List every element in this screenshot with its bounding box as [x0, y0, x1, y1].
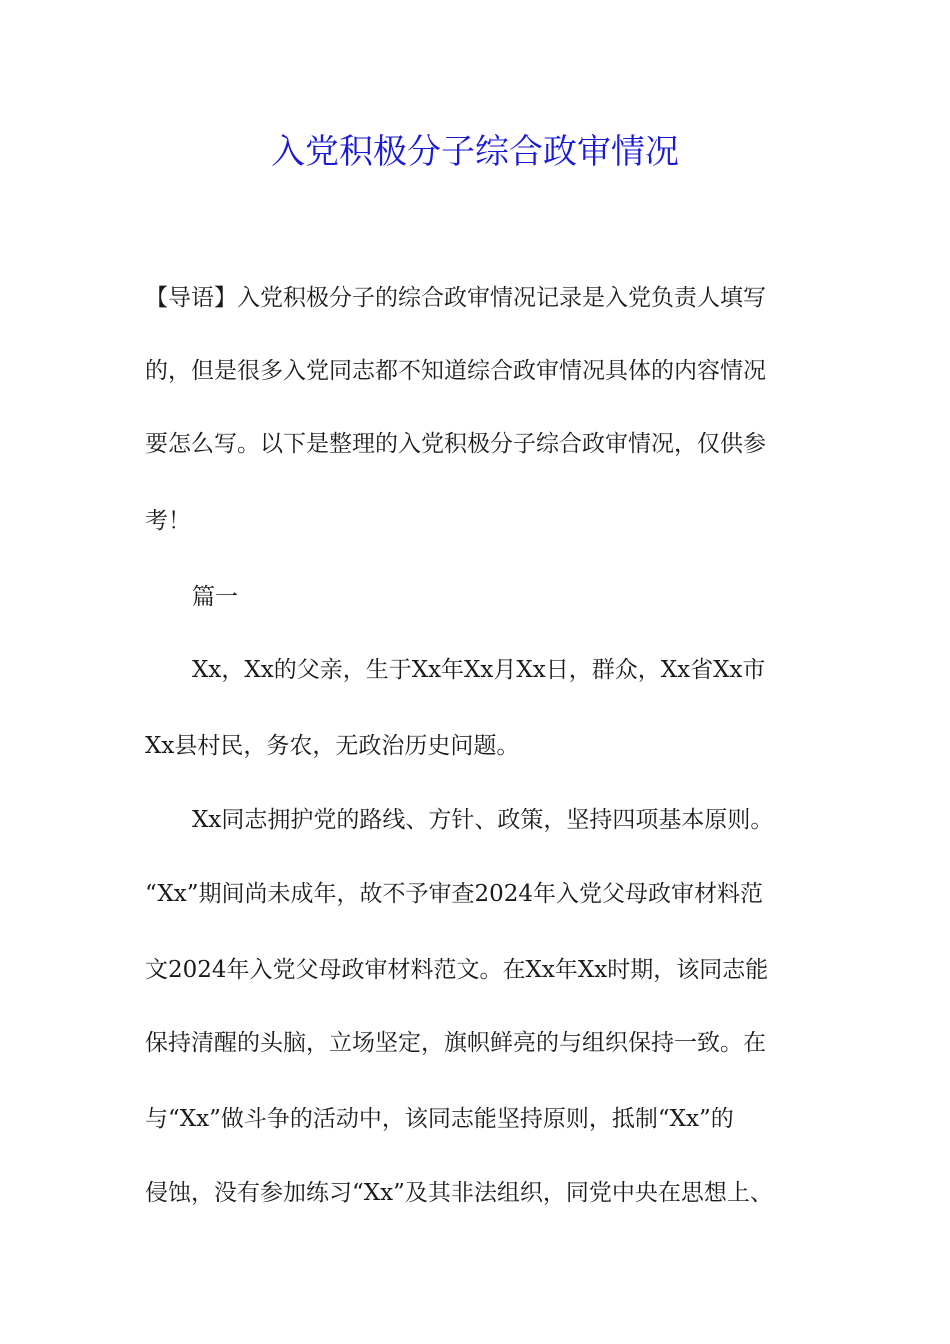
body-line-5: 文2024年入党父母政审材料范文。在Xx年Xx时期，该同志能	[145, 957, 769, 983]
section-heading: 篇一	[192, 584, 238, 610]
body-line-2: Xx县村民，务农，无政治历史问题。	[145, 733, 520, 759]
body-line-1: Xx，Xx的父亲，生于Xx年Xx月Xx日，群众，Xx省Xx市	[192, 657, 766, 683]
body-line-7: 与“Xx”做斗争的活动中，该同志能坚持原则，抵制“Xx”的	[145, 1106, 734, 1132]
intro-line-1: 【导语】入党积极分子的综合政审情况记录是入党负责人填写	[145, 285, 766, 311]
body-line-3: Xx同志拥护党的路线、方针、政策，坚持四项基本原则。	[192, 807, 774, 833]
document-title: 入党积极分子综合政审情况	[271, 132, 679, 172]
intro-line-2: 的，但是很多入党同志都不知道综合政审情况具体的内容情况	[145, 358, 766, 384]
intro-line-4: 考！	[145, 508, 191, 534]
body-line-4: “Xx”期间尚未成年，故不予审查2024年入党父母政审材料范	[145, 881, 764, 907]
body-line-8: 侵蚀，没有参加练习“Xx”及其非法组织，同党中央在思想上、	[145, 1180, 773, 1206]
intro-line-3: 要怎么写。以下是整理的入党积极分子综合政审情况，仅供参	[145, 431, 766, 457]
body-line-6: 保持清醒的头脑，立场坚定，旗帜鲜亮的与组织保持一致。在	[145, 1030, 766, 1056]
